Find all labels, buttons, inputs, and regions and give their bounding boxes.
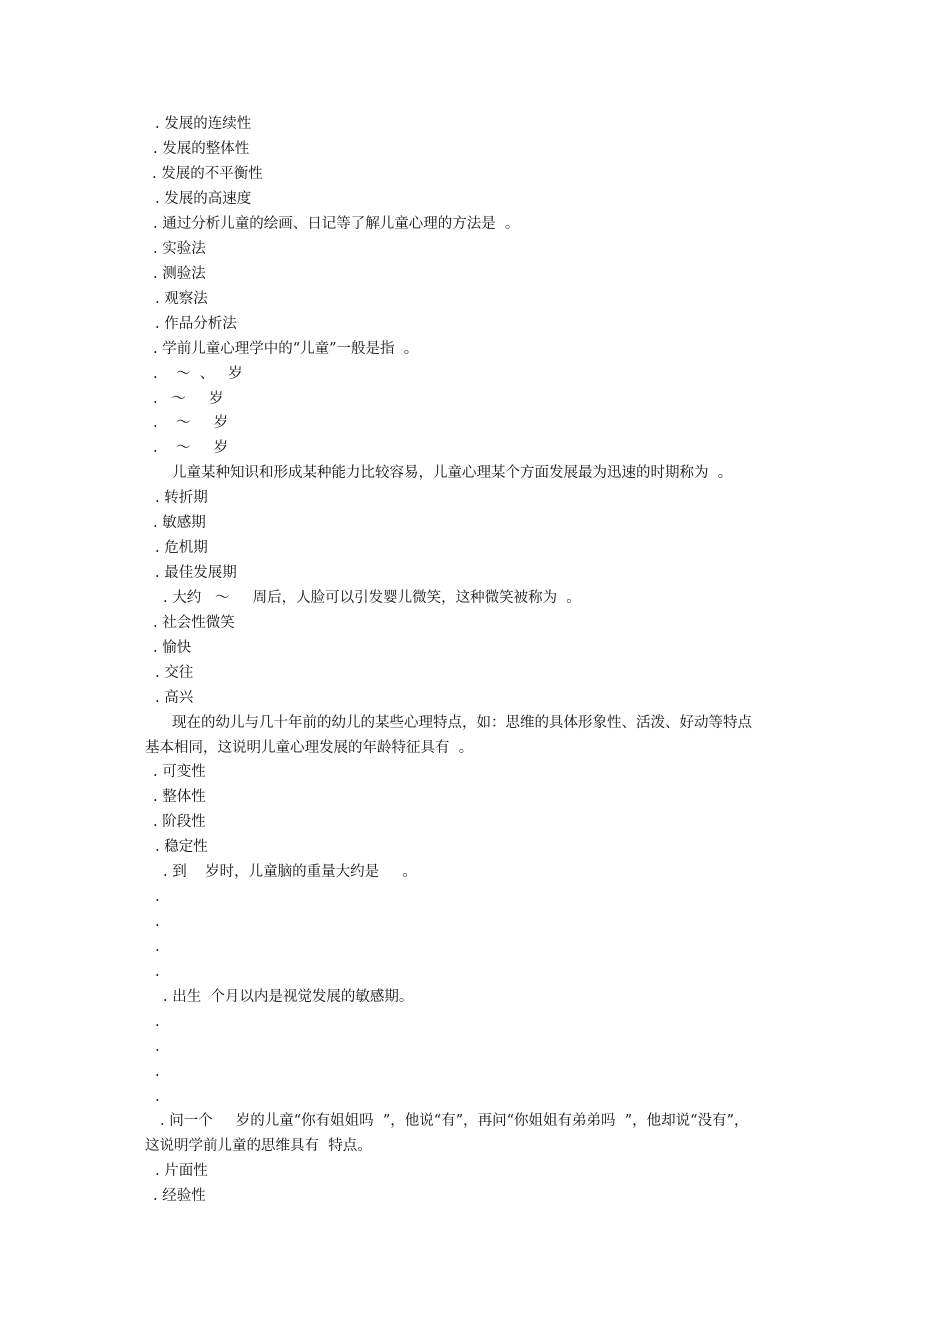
text-line: . 测验法 bbox=[153, 266, 206, 282]
text-line: . 最佳发展期 bbox=[155, 565, 237, 581]
text-line: . ～ 、 岁 bbox=[153, 366, 243, 382]
text-line: . 出生 个月以内是视觉发展的敏感期。 bbox=[163, 989, 414, 1005]
text-line: . 作品分析法 bbox=[155, 316, 237, 332]
text-line: 儿童某种知识和形成某种能力比较容易，儿童心理某个方面发展最为迅速的时期称为 。 bbox=[172, 465, 733, 481]
text-line: . ～ 岁 bbox=[153, 391, 224, 407]
text-line: . 危机期 bbox=[155, 540, 208, 556]
text-line: . 交往 bbox=[155, 665, 194, 681]
text-line: 基本相同，这说明儿童心理发展的年龄特征具有 。 bbox=[145, 740, 474, 756]
text-line: . ～ 岁 bbox=[153, 440, 229, 456]
text-line: . 发展的高速度 bbox=[155, 191, 252, 207]
text-line: . 问一个 岁的儿童“你有姐姐吗 ”，他说“有”，再问“你姐姐有弟弟吗 ”，他却说“没有”， bbox=[160, 1113, 749, 1129]
text-line: 现在的幼儿与几十年前的幼儿的某些心理特点，如：思维的具体形象性、活泼、好动等特点 bbox=[172, 715, 752, 731]
text-line: . 大约 ～ 周后，人脸可以引发婴儿微笑，这种微笑被称为 。 bbox=[163, 590, 581, 606]
text-line: . bbox=[155, 889, 160, 905]
text-line: . bbox=[155, 939, 160, 955]
text-line: . 阶段性 bbox=[153, 814, 206, 830]
text-line: . 愉快 bbox=[153, 640, 192, 656]
text-line: . 发展的整体性 bbox=[153, 141, 250, 157]
text-line: . 到 岁时，儿童脑的重量大约是 。 bbox=[163, 864, 417, 880]
text-line: . 整体性 bbox=[153, 789, 206, 805]
text-line: . 观察法 bbox=[155, 291, 208, 307]
text-line: 这说明学前儿童的思维具有 特点。 bbox=[145, 1138, 372, 1154]
text-line: . 发展的连续性 bbox=[155, 116, 252, 132]
text-line: . bbox=[155, 1064, 160, 1080]
text-line: . 经验性 bbox=[153, 1188, 206, 1204]
text-line: . 通过分析儿童的绘画、日记等了解儿童心理的方法是 。 bbox=[153, 216, 520, 232]
text-line: . 可变性 bbox=[153, 764, 206, 780]
text-line: . bbox=[155, 1014, 160, 1030]
text-line: . 转折期 bbox=[155, 490, 208, 506]
text-line: . 实验法 bbox=[153, 241, 206, 257]
text-line: . 敏感期 bbox=[153, 515, 206, 531]
text-line: . bbox=[155, 964, 160, 980]
text-line: . bbox=[155, 914, 160, 930]
text-line: . 稳定性 bbox=[155, 839, 208, 855]
text-line: . 片面性 bbox=[155, 1163, 208, 1179]
text-line: . bbox=[155, 1089, 160, 1105]
text-line: . 高兴 bbox=[155, 690, 194, 706]
text-line: . bbox=[155, 1039, 160, 1055]
text-line: . 学前儿童心理学中的“儿童”一般是指 。 bbox=[153, 341, 419, 357]
text-line: . 社会性微笑 bbox=[153, 615, 235, 631]
text-line: . ～ 岁 bbox=[153, 415, 229, 431]
text-line: . 发展的不平衡性 bbox=[152, 166, 263, 182]
